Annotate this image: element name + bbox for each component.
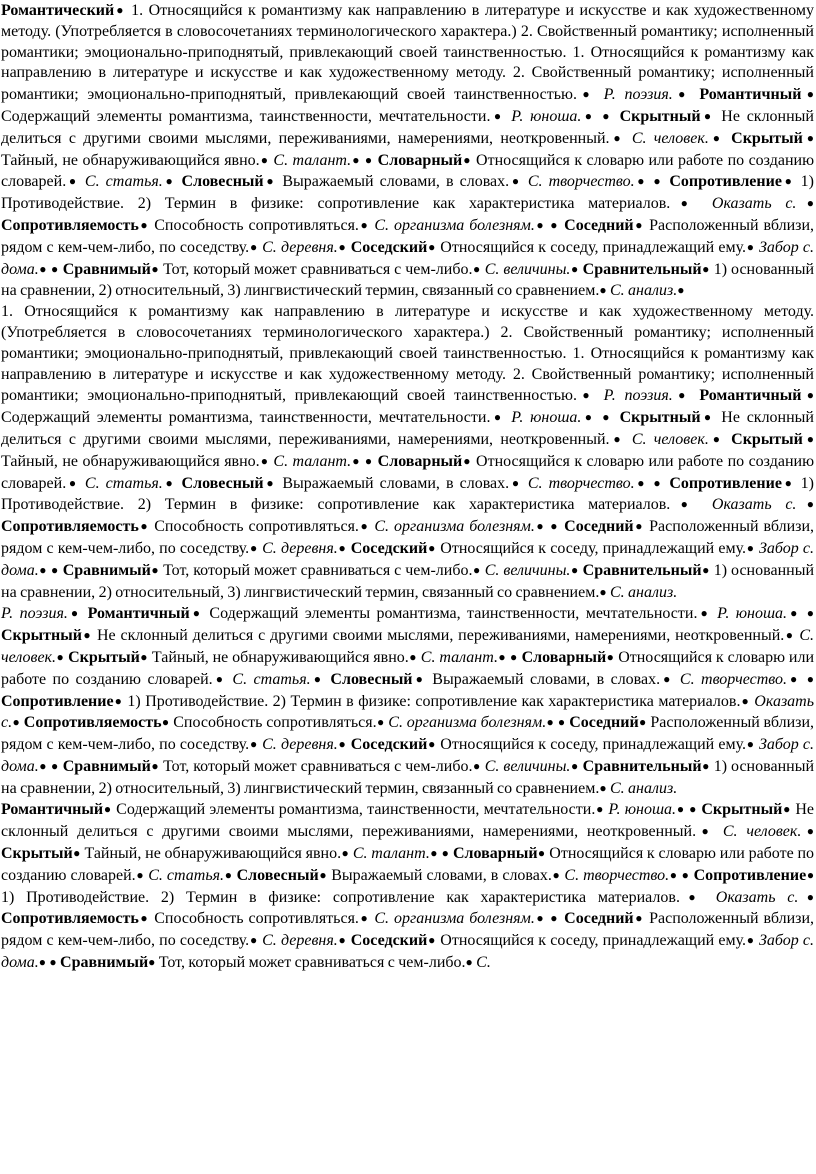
entry-term: Романтичный xyxy=(1,801,104,819)
bullet-icon: ● xyxy=(609,130,625,145)
dictionary-paragraph xyxy=(1,603,814,799)
entry-term: Словесный xyxy=(181,474,264,492)
entry-term: Скрытный xyxy=(701,801,783,819)
bullet-icon: ● xyxy=(429,846,438,861)
bullet-icon: ● xyxy=(66,174,79,189)
definition-text: Способность сопротивляться. xyxy=(149,910,359,928)
bullet-icon: ● xyxy=(802,130,815,145)
bullet-icon: ● xyxy=(595,802,605,817)
usage-example: С. статья. xyxy=(78,173,163,191)
bullet-icon: ● xyxy=(701,562,710,577)
bullet-icon: ● xyxy=(161,715,170,730)
bullet-icon: ● xyxy=(570,261,579,276)
usage-example: С. человек. xyxy=(624,430,709,448)
entry-term: Скрытный xyxy=(1,627,82,645)
bullet-icon: ● xyxy=(781,174,795,189)
bullet-icon: ● xyxy=(602,108,613,123)
entry-term: Сравнимый xyxy=(62,757,151,775)
bullet-icon: ● xyxy=(577,388,595,403)
definition-text xyxy=(613,108,620,125)
entry-term: Сопротивление xyxy=(669,173,782,191)
bullet-icon: ● xyxy=(787,606,801,621)
bullet-icon: ● xyxy=(679,889,704,904)
definition-text: Содержащий элементы романтизма, таинственности, мечтательности. xyxy=(111,801,596,819)
definition-text: Относящийся к соседу, принадлежащий ему. xyxy=(436,539,747,557)
entry-term: Соседский xyxy=(350,736,428,754)
bullet-icon: ● xyxy=(364,453,374,468)
usage-example: Забор с. дома. xyxy=(1,539,815,579)
bullet-icon: ● xyxy=(581,108,596,123)
entry-term: Сопротивляемость xyxy=(1,216,139,234)
entry-term: Сопротивляемость xyxy=(23,714,162,732)
dictionary-paragraph xyxy=(1,799,814,973)
usage-example: С. деревня. xyxy=(257,539,338,557)
bullet-icon: ● xyxy=(408,649,417,664)
bullet-icon: ● xyxy=(249,737,258,752)
bullet-icon: ● xyxy=(114,3,126,17)
entry-term: Соседний xyxy=(564,518,634,536)
entry-term: Сопротивляемость xyxy=(1,518,139,536)
definition-text: Тайный, не обнаруживающийся явно. xyxy=(80,845,342,863)
bullet-icon: ● xyxy=(787,671,801,686)
definition-text: Способность сопротивляться. xyxy=(149,216,359,234)
bullet-icon: ● xyxy=(249,933,258,948)
definition-text: Относящийся к соседу, принадлежащий ему. xyxy=(436,736,747,754)
usage-example: С. талант. xyxy=(269,151,352,169)
bullet-icon: ● xyxy=(581,410,596,425)
entry-term: Соседский xyxy=(350,238,428,256)
definition-text: Выражаемый словами, в словах. xyxy=(276,173,510,191)
usage-example: Р. юноша. xyxy=(604,801,677,819)
usage-example: С. деревня. xyxy=(257,736,338,754)
bullet-icon: ● xyxy=(633,217,645,232)
entry-term: Словарный xyxy=(452,845,538,863)
definition-text: Тот, который может сравниваться с чем-либо. xyxy=(159,757,473,775)
bullet-icon: ● xyxy=(633,911,645,926)
usage-example: С. творчество. xyxy=(560,866,670,884)
bullet-icon: ● xyxy=(259,152,269,167)
bullet-icon: ● xyxy=(441,846,450,861)
definition-text: Относящийся к словарю или работе по созданию словарей. xyxy=(1,845,815,884)
definition-text: Выражаемый словами, в словах. xyxy=(425,670,661,688)
bullet-icon: ● xyxy=(135,867,145,882)
bullet-icon: ● xyxy=(162,475,176,490)
entry-term: Словесный xyxy=(181,173,264,191)
entry-term: Сравнительный xyxy=(582,561,702,579)
bullet-icon: ● xyxy=(67,606,82,621)
bullet-icon: ● xyxy=(798,889,815,904)
usage-example: С. творчество. xyxy=(673,670,788,688)
bullet-icon: ● xyxy=(465,955,473,970)
definition-text: Не склонный делиться с другими своими мыслями, переживаниями, намерениями, неоткровенный. xyxy=(1,801,814,841)
bullet-icon: ● xyxy=(138,217,150,232)
bullet-icon: ● xyxy=(189,606,203,621)
entry-term: Словесный xyxy=(330,670,413,688)
bullet-icon: ● xyxy=(427,239,437,254)
entry-term: Сопротивление xyxy=(693,866,807,884)
entry-term: Словарный xyxy=(377,452,463,470)
bullet-icon: ● xyxy=(599,584,607,599)
bullet-icon: ● xyxy=(38,758,48,773)
bullet-icon: ● xyxy=(497,649,507,664)
bullet-icon: ● xyxy=(653,475,664,490)
definition-text: 1) Противодействие. 2) Термин в физике: сопротивление как характеристика материалов. xyxy=(122,692,741,710)
definition-text: 1) основанный на сравнении, 2) относительный, 3) лингвистический термин, связанный со сравнением. xyxy=(1,561,815,601)
entry-term: Соседний xyxy=(569,714,639,732)
bullet-icon: ● xyxy=(669,867,678,882)
bullet-icon: ● xyxy=(472,261,481,276)
bullet-icon: ● xyxy=(38,261,48,276)
bullet-icon: ● xyxy=(700,108,715,123)
bullet-icon: ● xyxy=(150,562,160,577)
usage-example: С. организма болезням. xyxy=(384,714,547,732)
definition-text: Тайный, не обнаруживающийся явно. xyxy=(1,452,260,470)
bullet-icon: ● xyxy=(677,283,685,298)
bullet-icon: ● xyxy=(660,671,674,686)
bullet-icon: ● xyxy=(38,562,48,577)
usage-example: С. деревня. xyxy=(257,932,338,950)
definition-text: Не склонный делиться с другими своими мыслями, переживаниями, намерениями, неоткровенный. xyxy=(1,107,814,147)
bullet-icon: ● xyxy=(701,758,710,773)
bullet-icon: ● xyxy=(638,715,647,730)
bullet-icon: ● xyxy=(546,715,555,730)
bullet-icon: ● xyxy=(802,431,815,446)
bullet-icon: ● xyxy=(634,475,648,490)
bullet-icon: ● xyxy=(746,933,755,948)
definition-text: 1. Относящийся к романтизму как направлению в литературе и искусстве и как художественному методу. (Употребляется в словосочетаниях терминологического характера.) 2. Свойственный романтику; исполненный романтики; эмоционально-приподнятый, привлекающий своей таинственностью. 1. Относящийся к романтизму как направлению в литературе и искусстве и как художественному методу. 2. Свойственный романтику; исполненный романтики; эмоционально-приподнятый, привлекающий своей таинственностью. xyxy=(1,2,814,104)
bullet-icon: ● xyxy=(427,540,437,555)
bullet-icon: ● xyxy=(81,628,93,643)
entry-term: Скрытный xyxy=(619,107,701,125)
bullet-icon: ● xyxy=(676,802,685,817)
definition-text: Расположенный вблизи, рядом с кем-чем-либо, по соседству. xyxy=(1,518,815,557)
bullet-icon: ● xyxy=(138,519,150,534)
usage-example: Оказать с. xyxy=(1,692,815,732)
definition-text: Не склонный делиться с другими своими мыслями, переживаниями, намерениями, неоткровенный. xyxy=(1,409,814,448)
bullet-icon: ● xyxy=(72,846,81,861)
definition-text: Способность сопротивляться. xyxy=(169,714,377,732)
bullet-icon: ● xyxy=(801,824,815,839)
bullet-icon: ● xyxy=(672,87,691,102)
bullet-icon: ● xyxy=(509,475,522,490)
bullet-icon: ● xyxy=(670,497,699,512)
usage-example: С. талант. xyxy=(349,845,430,863)
bullet-icon: ● xyxy=(263,475,277,490)
bullet-icon: ● xyxy=(351,453,361,468)
bullet-icon: ● xyxy=(746,737,755,752)
definition-text: Расположенный вблизи, рядом с кем-чем-либо, по соседству. xyxy=(1,714,815,754)
bullet-icon: ● xyxy=(358,911,370,926)
definition-text: Тайный, не обнаруживающийся явно. xyxy=(1,151,260,169)
usage-example: С. анализ. xyxy=(606,282,678,300)
usage-example: С. деревня. xyxy=(257,238,338,256)
entry-term: Словесный xyxy=(236,866,319,884)
usage-example: Забор с. дома. xyxy=(1,238,815,278)
definition-text: Способность сопротивляться. xyxy=(149,518,359,536)
bullet-icon: ● xyxy=(577,87,595,102)
usage-example: С. творчество. xyxy=(521,474,635,492)
usage-example: С. анализ. xyxy=(606,583,678,601)
definition-text: 1) основанный на сравнении, 2) относительный, 3) лингвистический термин, связанный со сравнением. xyxy=(1,757,815,797)
bullet-icon: ● xyxy=(599,780,607,795)
bullet-icon: ● xyxy=(557,715,566,730)
usage-example: Оказать с. xyxy=(698,496,797,514)
bullet-icon: ● xyxy=(427,737,437,752)
entry-term: Скрытый xyxy=(731,129,803,147)
entry-term: Словарный xyxy=(377,151,463,169)
bullet-icon: ● xyxy=(56,649,65,664)
usage-example: Оказать с. xyxy=(698,195,797,213)
entry-term: Соседний xyxy=(564,216,634,234)
usage-example: С. талант. xyxy=(416,648,498,666)
bullet-icon: ● xyxy=(534,911,546,926)
definition-text: Расположенный вблизи, рядом с кем-чем-либо, по соседству. xyxy=(1,910,815,950)
bullet-icon: ● xyxy=(609,431,625,446)
entry-term: Сравнительный xyxy=(582,260,702,278)
bullet-icon: ● xyxy=(550,519,560,534)
bullet-icon: ● xyxy=(534,217,546,232)
bullet-icon: ● xyxy=(490,410,505,425)
definition-text: 1) Противодействие. 2) Термин в физике: сопротивление как характеристика материалов. xyxy=(1,474,814,514)
bullet-icon: ● xyxy=(740,693,750,708)
definition-text: Содержащий элементы романтизма, таинственности, мечтательности. xyxy=(203,605,698,623)
usage-example: Р. поэзия. xyxy=(594,86,673,104)
bullet-icon: ● xyxy=(49,955,57,970)
entry-term: Скрытый xyxy=(68,648,140,666)
bullet-icon: ● xyxy=(781,475,795,490)
definition-text: Относящийся к словарю или работе по созданию словарей. xyxy=(1,648,815,688)
bullet-icon: ● xyxy=(38,955,46,970)
usage-example: С. организма болезням. xyxy=(369,518,535,536)
entry-term: Словарный xyxy=(521,648,607,666)
definition-text: Относящийся к соседу, принадлежащий ему. xyxy=(436,238,747,256)
usage-example: Забор с. дома. xyxy=(1,932,815,972)
definition-text: Относящийся к словарю или работе по созданию словарей. xyxy=(1,151,815,191)
bullet-icon: ● xyxy=(358,217,370,232)
usage-example: Р. юноша. xyxy=(504,409,582,427)
bullet-icon: ● xyxy=(113,693,123,708)
bullet-icon: ● xyxy=(162,174,176,189)
bullet-icon: ● xyxy=(139,649,148,664)
bullet-icon: ● xyxy=(537,846,546,861)
definition-text xyxy=(613,409,620,426)
bullet-icon: ● xyxy=(801,87,815,102)
bullet-icon: ● xyxy=(700,410,715,425)
usage-example: С. человек. xyxy=(1,627,815,666)
entry-term: Романтичный xyxy=(699,86,802,104)
usage-example: С. величины. xyxy=(480,757,571,775)
usage-example: С. xyxy=(472,954,491,972)
bullet-icon: ● xyxy=(412,671,426,686)
usage-example: С. организма болезням. xyxy=(369,216,535,234)
bullet-icon: ● xyxy=(784,628,795,643)
bullet-icon: ● xyxy=(633,519,645,534)
bullet-icon: ● xyxy=(689,802,698,817)
bullet-icon: ● xyxy=(50,758,59,773)
bullet-icon: ● xyxy=(318,867,328,882)
bullet-icon: ● xyxy=(103,802,112,817)
bullet-icon: ● xyxy=(670,196,699,211)
bullet-icon: ● xyxy=(50,562,59,577)
bullet-icon: ● xyxy=(249,239,258,254)
entry-term: Скрытый xyxy=(1,845,73,863)
entry-term: Сопротивление xyxy=(669,474,782,492)
entry-term: Сравнимый xyxy=(60,954,149,972)
bullet-icon: ● xyxy=(472,758,481,773)
bullet-icon: ● xyxy=(490,108,505,123)
dictionary-paragraph xyxy=(1,302,814,603)
usage-example: С. человек. xyxy=(714,823,802,841)
usage-example: С. организма болезням. xyxy=(369,910,535,928)
usage-example: Р. юноша. xyxy=(504,107,582,125)
bullet-icon: ● xyxy=(550,217,560,232)
bullet-icon: ● xyxy=(796,497,814,512)
entry-term: Романтичный xyxy=(87,605,190,623)
bullet-icon: ● xyxy=(337,239,347,254)
bullet-icon: ● xyxy=(263,174,277,189)
entry-term: Соседский xyxy=(350,539,428,557)
definition-text: 1) основанный на сравнении, 2) относительный, 3) лингвистический термин, связанный со сравнением. xyxy=(1,260,815,300)
bullet-icon: ● xyxy=(310,671,324,686)
bullet-icon: ● xyxy=(806,606,815,621)
usage-example: С. человек. xyxy=(624,129,709,147)
bullet-icon: ● xyxy=(634,174,648,189)
entry-term: Сравнимый xyxy=(62,561,151,579)
bullet-icon: ● xyxy=(653,174,664,189)
entry-term: Сравнимый xyxy=(62,260,151,278)
bullet-icon: ● xyxy=(701,261,710,276)
bullet-icon: ● xyxy=(509,649,518,664)
usage-example: С. величины. xyxy=(480,260,571,278)
usage-example: С. статья. xyxy=(225,670,311,688)
definition-text: Содержащий элементы романтизма, таинственности, мечтательности. xyxy=(1,409,491,427)
bullet-icon: ● xyxy=(150,758,160,773)
bullet-icon: ● xyxy=(570,758,579,773)
bullet-icon: ● xyxy=(672,388,691,403)
dictionary-paragraph xyxy=(1,0,814,302)
bullet-icon: ● xyxy=(697,606,711,621)
definition-text: Тот, который может сравниваться с чем-либо. xyxy=(155,954,466,972)
definition-text: Выражаемый словами, в словах. xyxy=(327,866,552,884)
bullet-icon: ● xyxy=(150,261,160,276)
usage-example: Р. юноша. xyxy=(710,605,788,623)
bullet-icon: ● xyxy=(12,715,21,730)
bullet-icon: ● xyxy=(550,911,560,926)
bullet-icon: ● xyxy=(509,174,522,189)
bullet-icon: ● xyxy=(462,453,472,468)
bullet-icon: ● xyxy=(337,540,347,555)
entry-term: Соседний xyxy=(564,910,634,928)
bullet-icon: ● xyxy=(341,846,350,861)
bullet-icon: ● xyxy=(746,540,755,555)
bullet-icon: ● xyxy=(708,431,724,446)
bullet-icon: ● xyxy=(376,715,385,730)
bullet-icon: ● xyxy=(259,453,269,468)
entry-term: Романтичный xyxy=(699,387,802,405)
usage-example: С. талант. xyxy=(269,452,352,470)
bullet-icon: ● xyxy=(696,824,715,839)
entry-term: Сопротивление xyxy=(1,692,114,710)
definition-text: Тот, который может сравниваться с чем-либо. xyxy=(159,260,473,278)
bullet-icon: ● xyxy=(364,152,374,167)
bullet-icon: ● xyxy=(66,475,79,490)
bullet-icon: ● xyxy=(602,410,613,425)
bullet-icon: ● xyxy=(599,283,607,298)
bullet-icon: ● xyxy=(570,562,579,577)
bullet-icon: ● xyxy=(746,239,755,254)
bullet-icon: ● xyxy=(358,519,370,534)
bullet-icon: ● xyxy=(806,867,815,882)
bullet-icon: ● xyxy=(249,540,258,555)
definition-text: Тот, который может сравниваться с чем-либо. xyxy=(159,561,473,579)
bullet-icon: ● xyxy=(472,562,481,577)
definition-text: Относящийся к соседу, принадлежащий ему. xyxy=(436,932,747,950)
usage-example: С. анализ. xyxy=(606,779,678,797)
entry-term: Скрытый xyxy=(731,430,803,448)
bullet-icon: ● xyxy=(782,802,792,817)
entry-term: Сравнительный xyxy=(582,757,702,775)
usage-example: С. статья. xyxy=(144,866,225,884)
entry-term: Сопротивляемость xyxy=(1,910,139,928)
definition-text: Расположенный вблизи, рядом с кем-чем-либо, по соседству. xyxy=(1,216,815,256)
bullet-icon: ● xyxy=(551,867,561,882)
definition-text: 1) Противодействие. 2) Термин в физике: сопротивление как характеристика материалов. xyxy=(1,173,814,213)
bullet-icon: ● xyxy=(801,388,815,403)
bullet-icon: ● xyxy=(606,649,615,664)
definition-text: Не склонный делиться с другими своими мыслями, переживаниями, намерениями, неоткровенный. xyxy=(92,627,785,645)
bullet-icon: ● xyxy=(796,196,814,211)
bullet-icon: ● xyxy=(50,261,59,276)
bullet-icon: ● xyxy=(138,911,150,926)
usage-example: С. творчество. xyxy=(521,173,635,191)
bullet-icon: ● xyxy=(681,867,690,882)
entry-term: Романтический xyxy=(1,2,115,19)
usage-example: Забор с. дома. xyxy=(1,736,815,775)
usage-example: Р. поэзия. xyxy=(594,387,673,405)
bullet-icon: ● xyxy=(212,671,226,686)
bullet-icon: ● xyxy=(148,955,156,970)
usage-example: С. величины. xyxy=(480,561,571,579)
usage-example: С. статья. xyxy=(78,474,163,492)
definition-text: Выражаемый словами, в словах. xyxy=(276,474,510,492)
bullet-icon: ● xyxy=(427,933,437,948)
definition-text: 1) Противодействие. 2) Термин в физике: сопротивление как характеристика материалов. xyxy=(1,888,680,906)
bullet-icon: ● xyxy=(806,671,815,686)
bullet-icon: ● xyxy=(534,519,546,534)
entry-term: Соседский xyxy=(350,932,428,950)
bullet-icon: ● xyxy=(337,737,347,752)
definition-text: Содержащий элементы романтизма, таинственности, мечтательности. xyxy=(1,107,491,125)
entry-term: Скрытный xyxy=(619,409,701,427)
usage-example: Р. поэзия. xyxy=(1,605,68,623)
bullet-icon: ● xyxy=(337,933,347,948)
usage-example: Оказать с. xyxy=(703,888,799,906)
bullet-icon: ● xyxy=(462,152,472,167)
bullet-icon: ● xyxy=(351,152,361,167)
definition-text: Относящийся к словарю или работе по созданию словарей. xyxy=(1,452,815,492)
bullet-icon: ● xyxy=(224,867,233,882)
definition-text: 1. Относящийся к романтизму как направлению в литературе и искусстве и как художественному методу. (Употребляется в словосочетаниях терминологического характера.) 2. Свойственный романтику; исполненный романтики; эмоционально-приподнятый, привлекающий своей таинственностью. 1. Относящийся к романтизму как направлению в литературе и искусстве и как художественному методу. 2. Свойственный романтику; исполненный романтики; эмоционально-приподнятый, привлекающий своей таинственностью. xyxy=(1,303,814,405)
definition-text: Тайный, не обнаруживающийся явно. xyxy=(147,648,409,666)
bullet-icon: ● xyxy=(708,130,724,145)
